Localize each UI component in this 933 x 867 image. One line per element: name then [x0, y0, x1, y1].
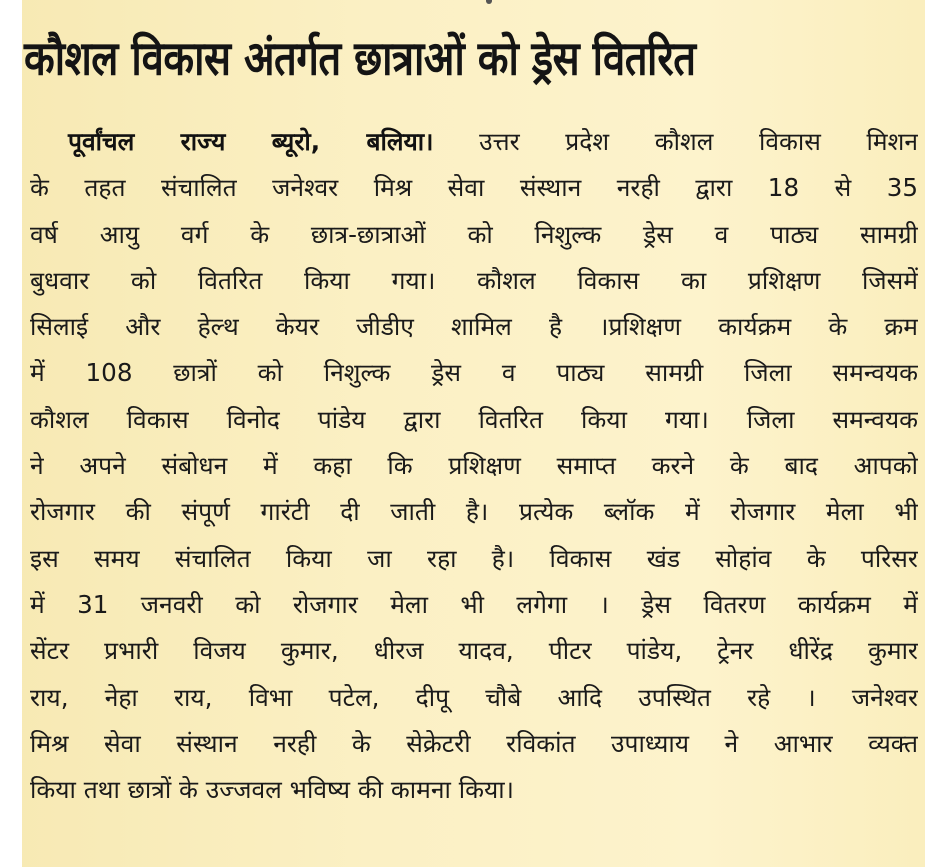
article-line-15: किया तथा छात्रों के उज्जवल भविष्य की कामना किया। — [30, 775, 514, 805]
article-line-9: रोजगार की संपूर्ण गारंटी दी जाती है। प्रत्येक ब्लॉक में रोजगार मेला भी — [30, 497, 918, 527]
article-body — [30, 119, 918, 813]
article-line-1-text: उत्तर प्रदेश कौशल विकास मिशन — [433, 127, 918, 156]
article-line-1 — [30, 119, 918, 165]
article-line-3: वर्ष आयु वर्ग के छात्र-छात्राओं को निशुल्क ड्रेस व पाठ्य सामग्री — [30, 219, 918, 249]
right-margin — [925, 0, 933, 867]
article-line-2: के तहत संचालित जनेश्वर मिश्र सेवा संस्थान नरही द्वारा 18 से 35 — [30, 173, 918, 203]
article-headline: कौशल विकास अंतर्गत छात्राओं को ड्रेस वितरित — [24, 31, 696, 87]
article-line-7: कौशल विकास विनोद पांडेय द्वारा वितरित किया गया। जिला समन्वयक — [30, 404, 918, 434]
article-line-11: में 31 जनवरी को रोजगार मेला भी लगेगा । ड्रेस वितरण कार्यक्रम में — [30, 589, 918, 619]
article-line-6: में 108 छात्रों को निशुल्क ड्रेस व पाठ्य सामग्री जिला समन्वयक — [30, 358, 918, 388]
article-dateline: पूर्वांचल राज्य ब्यूरो, बलिया। — [68, 127, 434, 156]
article-line-14: मिश्र सेवा संस्थान नरही के सेक्रेटरी रविकांत उपाध्याय ने आभार व्यक्त — [30, 728, 918, 758]
article-line-10: इस समय संचालित किया जा रहा है। विकास खंड सोहांव के परिसर — [30, 543, 918, 573]
article-line-8: ने अपने संबोधन में कहा कि प्रशिक्षण समाप्त करने के बाद आपको — [30, 451, 918, 481]
article-line-12: सेंटर प्रभारी विजय कुमार, धीरज यादव, पीटर पांडेय, ट्रेनर धीरेंद्र कुमार — [30, 636, 918, 666]
print-mark — [486, 0, 492, 4]
article-line-5: सिलाई और हेल्थ केयर जीडीए शामिल है ।प्रशिक्षण कार्यक्रम के क्रम — [30, 312, 918, 342]
left-margin — [0, 0, 22, 867]
article-line-4: बुधवार को वितरित किया गया। कौशल विकास का प्रशिक्षण जिसमें — [30, 265, 918, 295]
article-line-13: राय, नेहा राय, विभा पटेल, दीपू चौबे आदि उपस्थित रहे । जनेश्वर — [30, 682, 918, 712]
